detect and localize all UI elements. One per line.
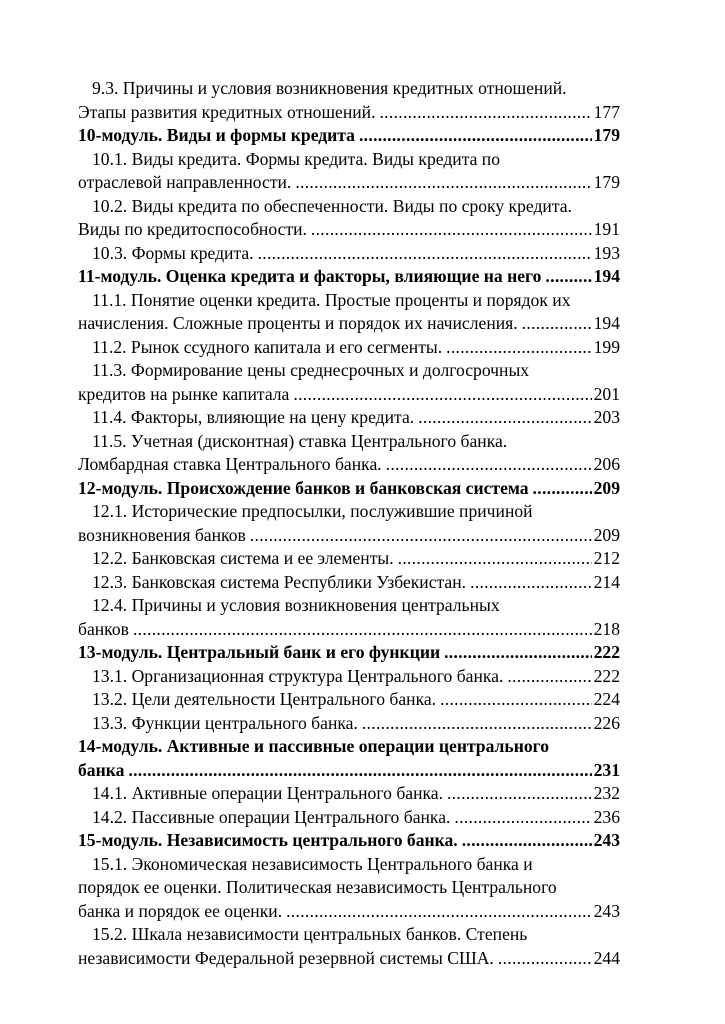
toc-text: начисления. Сложные проценты и порядок их начисления. — [78, 313, 518, 333]
page-number: 231 — [593, 759, 620, 780]
dot-leader — [359, 124, 592, 148]
page-number: 177 — [593, 101, 620, 122]
page-number: 191 — [593, 219, 620, 239]
page-number: 244 — [593, 947, 620, 968]
toc-text: 15.2. Шкала независимости центральных банков. Степень — [92, 924, 528, 944]
page-number: 218 — [593, 618, 620, 639]
toc-line — [78, 735, 620, 759]
toc-module-12[interactable] — [78, 477, 620, 501]
dot-leader — [533, 477, 592, 501]
toc-text: 12.1. Исторические предпосылки, послужившие причиной — [92, 501, 533, 521]
toc-entry-15-2[interactable] — [78, 947, 620, 971]
dot-leader — [128, 759, 591, 783]
toc-entry-14-2[interactable] — [92, 806, 620, 830]
page-number: 226 — [593, 712, 620, 733]
module-title: 13-модуль. Центральный банк и его функции — [78, 642, 441, 662]
module-title: банка — [78, 759, 125, 780]
toc-text: независимости Федеральной резервной системы США. — [78, 947, 494, 968]
page-number: 193 — [593, 242, 620, 263]
toc-entry-12-1[interactable] — [78, 524, 620, 548]
toc-line — [92, 923, 620, 947]
toc-text: 12.3. Банковская система Республики Узбекистан. — [92, 571, 467, 592]
toc-entry-12-3[interactable] — [92, 571, 620, 595]
toc-module-14[interactable] — [78, 759, 620, 783]
dot-leader — [362, 712, 592, 736]
module-title: 10-модуль. Виды и формы кредита — [78, 125, 355, 145]
page-number: 236 — [593, 806, 620, 827]
dot-leader — [418, 406, 591, 430]
toc-line — [92, 195, 620, 219]
toc-module-11[interactable] — [78, 265, 620, 289]
toc-entry-12-2[interactable] — [92, 547, 620, 571]
toc-text: кредитов на рынке капитала — [78, 383, 290, 404]
toc-entry-11-5[interactable] — [78, 453, 620, 477]
dot-leader — [440, 688, 592, 712]
toc-text: 13.1. Организационная структура Центрального банка. — [92, 665, 504, 686]
dot-leader — [454, 806, 591, 830]
dot-leader — [507, 665, 591, 689]
toc-entry-13-2[interactable] — [92, 688, 620, 712]
toc-entry-9-3[interactable] — [78, 101, 620, 125]
toc-text: 11.3. Формирование цены среднесрочных и долгосрочных — [92, 360, 530, 380]
toc-text: 13.3. Функции центрального банка. — [92, 712, 358, 733]
toc-module-10[interactable] — [78, 124, 620, 148]
toc-entry-10-1[interactable] — [78, 171, 620, 195]
page-number: 214 — [593, 571, 620, 592]
toc-line — [92, 148, 620, 172]
toc-text: 12.2. Банковская система и ее элементы. — [92, 548, 394, 568]
page-number: 209 — [593, 477, 620, 498]
toc-text: Ломбардная ставка Центрального банка. — [78, 454, 382, 474]
toc-text: 11.1. Понятие оценки кредита. Простые проценты и порядок их — [92, 289, 571, 310]
page-number: 222 — [593, 665, 620, 686]
page-number: 203 — [593, 407, 620, 427]
toc-line — [92, 359, 620, 383]
toc-entry-15-1[interactable] — [78, 900, 620, 924]
toc-entry-11-2[interactable] — [92, 336, 620, 360]
dot-leader — [311, 218, 592, 242]
toc-entry-10-3[interactable] — [92, 242, 620, 266]
toc-module-13[interactable] — [78, 641, 620, 665]
page-number: 194 — [593, 266, 620, 286]
toc-text: 14.1. Активные операции Центрального банка. — [92, 783, 443, 803]
dot-leader — [446, 336, 591, 360]
module-title: 12-модуль. Происхождение банков и банковская система — [78, 477, 529, 498]
dot-leader — [545, 265, 591, 289]
toc-text: Виды по кредитоспособности. — [78, 219, 307, 239]
toc-line — [78, 876, 620, 900]
toc-text: банков — [78, 618, 129, 639]
dot-leader — [462, 829, 592, 853]
toc-text: 11.5. Учетная (дисконтная) ставка Центрального банка. — [92, 430, 508, 451]
module-title: 15-модуль. Независимость центрального банка. — [78, 830, 458, 850]
module-title: 14-модуль. Активные и пассивные операции центрального — [78, 736, 550, 756]
page-number: 194 — [593, 313, 620, 333]
toc-text: 14.2. Пассивные операции Центрального банка. — [92, 806, 451, 827]
toc-line — [92, 500, 620, 524]
module-title: 11-модуль. Оценка кредита и факторы, влияющие на него — [78, 266, 542, 286]
toc-text: возникновения банков — [78, 524, 246, 545]
dot-leader — [250, 524, 592, 548]
page-number: 201 — [593, 383, 620, 404]
toc-entry-14-1[interactable] — [92, 782, 620, 806]
toc-text: 10.2. Виды кредита по обеспеченности. Виды по сроку кредита. — [92, 195, 572, 216]
toc-line — [92, 289, 620, 313]
dot-leader — [444, 641, 592, 665]
toc-text: 13.2. Цели деятельности Центрального банка. — [92, 689, 437, 709]
page-number: 243 — [593, 830, 620, 850]
toc-text: порядок ее оценки. Политическая независимость Центрального — [78, 877, 557, 897]
dot-leader — [379, 101, 591, 125]
toc-text: банка и порядок ее оценки. — [78, 900, 283, 921]
page-number: 199 — [593, 336, 620, 357]
page-number: 232 — [593, 783, 620, 803]
toc-line — [92, 853, 620, 877]
page-number: 206 — [593, 454, 620, 474]
dot-leader — [293, 383, 591, 407]
toc-entry-11-1[interactable] — [78, 312, 620, 336]
toc-text: Этапы развития кредитных отношений. — [78, 101, 376, 122]
toc-entry-11-3[interactable] — [78, 383, 620, 407]
dot-leader — [258, 242, 592, 266]
dot-leader — [498, 947, 592, 971]
dot-leader — [133, 618, 592, 642]
page-number: 212 — [593, 548, 620, 568]
toc-text: 10.3. Формы кредита. — [92, 242, 254, 263]
toc-line — [92, 430, 620, 454]
page-number: 243 — [593, 900, 620, 921]
toc-line — [92, 77, 620, 101]
toc-line — [92, 594, 620, 618]
toc-module-15[interactable] — [78, 829, 620, 853]
toc-text: 10.1. Виды кредита. Формы кредита. Виды кредита по — [92, 148, 501, 169]
dot-leader — [386, 453, 592, 477]
toc-text: 11.4. Факторы, влияющие на цену кредита. — [92, 407, 415, 427]
page-number: 224 — [593, 689, 620, 709]
toc-text: 15.1. Экономическая независимость Центрального банка и — [92, 853, 533, 874]
toc-entry-13-1[interactable] — [92, 665, 620, 689]
toc-entry-12-4[interactable] — [78, 618, 620, 642]
toc-text: 11.2. Рынок ссудного капитала и его сегменты. — [92, 336, 443, 357]
dot-leader — [470, 571, 592, 595]
toc-text: отраслевой направленности. — [78, 172, 292, 192]
page-number: 222 — [593, 642, 620, 662]
dot-leader — [447, 782, 592, 806]
dot-leader — [295, 171, 591, 195]
toc-entry-11-4[interactable] — [92, 406, 620, 430]
page-number: 179 — [593, 172, 620, 192]
dot-leader — [522, 312, 592, 336]
dot-leader — [286, 900, 592, 924]
table-of-contents — [0, 77, 725, 970]
page-number: 209 — [593, 524, 620, 545]
toc-entry-13-3[interactable] — [92, 712, 620, 736]
dot-leader — [398, 547, 592, 571]
toc-text: 12.4. Причины и условия возникновения центральных — [92, 595, 500, 615]
toc-text: 9.3. Причины и условия возникновения кредитных отношений. — [92, 78, 567, 98]
toc-entry-10-2[interactable] — [78, 218, 620, 242]
page-number: 179 — [593, 125, 620, 145]
